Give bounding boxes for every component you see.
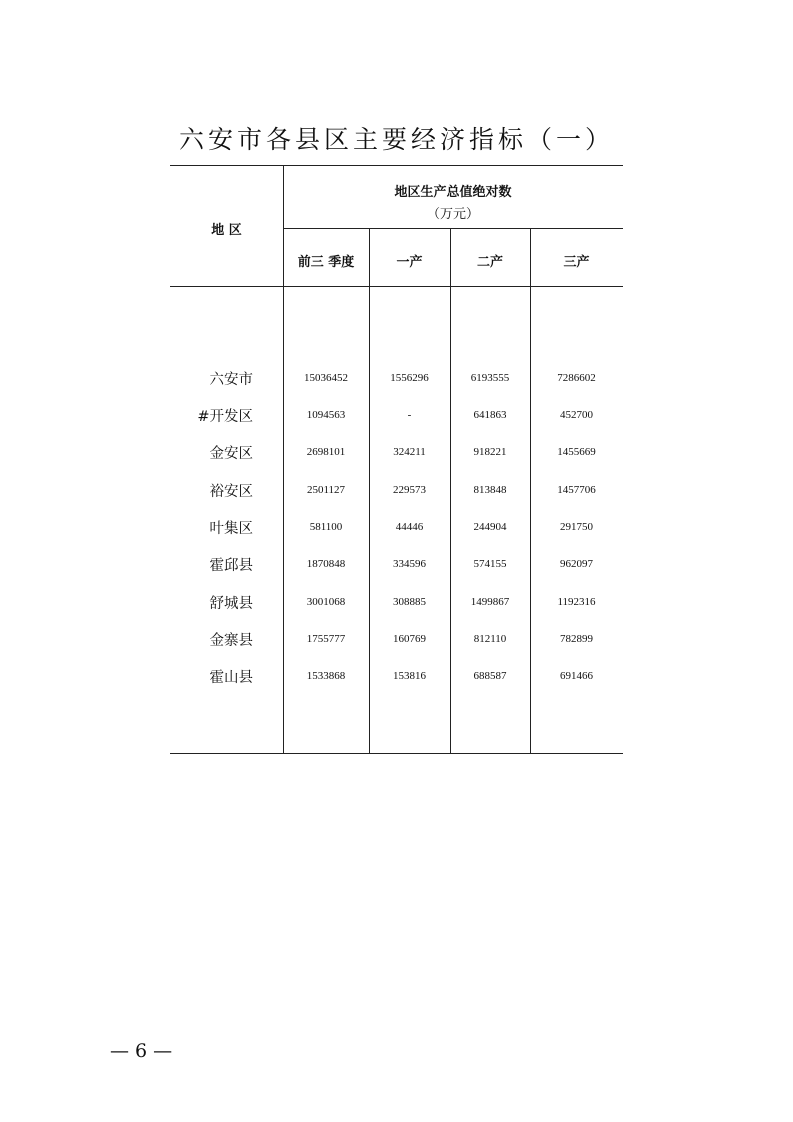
row-region: 霍邱县	[209, 558, 253, 574]
row-value-q3: 3001068	[306, 596, 346, 608]
row-value-primary: 324211	[393, 446, 426, 458]
row-value-q3: 2501127	[306, 484, 346, 496]
table-bottom-rule	[170, 753, 623, 754]
row-region: 金安区	[209, 446, 253, 462]
row-value-q3: 1870848	[306, 558, 346, 570]
gdp-unit-header: （万元）	[426, 207, 479, 222]
row-value-primary: 153816	[393, 670, 426, 682]
col-header-primary: 一产	[396, 255, 423, 270]
row-value-primary: 308885	[393, 596, 426, 608]
row-region: #开发区	[197, 409, 253, 425]
row-value-q3: 581100	[309, 521, 343, 533]
page-title: 六安市各县区主要经济指标（一）	[178, 125, 614, 154]
row-value-q3: 1533868	[306, 670, 346, 682]
row-value-tertiary: 291750	[560, 521, 593, 533]
header-bottom-rule	[170, 286, 623, 287]
col-header-secondary: 二产	[476, 255, 503, 270]
table-top-rule	[170, 165, 623, 166]
col-header-q3: 前三 季度	[297, 255, 355, 270]
row-value-q3: 15036452	[304, 372, 348, 384]
row-value-q3: 1094563	[306, 409, 346, 421]
row-region: 叶集区	[209, 521, 253, 537]
row-value-secondary: 1499867	[470, 596, 510, 608]
row-value-secondary: 6193555	[470, 372, 510, 384]
row-value-primary: 1556296	[390, 372, 429, 384]
row-value-tertiary: 1192316	[557, 596, 596, 608]
row-value-secondary: 812110	[473, 633, 507, 645]
row-value-primary: 334596	[393, 558, 426, 570]
row-region: 金寨县	[209, 633, 253, 649]
row-value-tertiary: 691466	[560, 670, 593, 682]
row-value-secondary: 574155	[473, 558, 507, 570]
row-value-tertiary: 452700	[560, 409, 593, 421]
row-value-tertiary: 1455669	[557, 446, 596, 458]
row-value-secondary: 688587	[473, 670, 507, 682]
row-value-secondary: 641863	[473, 409, 507, 421]
row-value-secondary: 918221	[473, 446, 507, 458]
row-value-secondary: 813848	[473, 484, 507, 496]
header-mid-rule	[283, 228, 623, 229]
row-value-tertiary: 782899	[560, 633, 593, 645]
row-value-tertiary: 1457706	[557, 484, 596, 496]
col-header-tertiary: 三产	[563, 255, 590, 270]
row-region: 霍山县	[209, 670, 253, 686]
region-header: 地 区	[211, 223, 242, 238]
row-value-primary: 229573	[393, 484, 426, 496]
row-value-primary: -	[407, 409, 412, 421]
row-value-primary: 160769	[393, 633, 426, 645]
row-value-primary: 44446	[395, 521, 424, 533]
row-value-tertiary: 7286602	[557, 372, 596, 384]
row-region: 裕安区	[209, 484, 253, 500]
row-region: 六安市	[209, 372, 253, 388]
row-value-q3: 1755777	[306, 633, 346, 645]
row-value-q3: 2698101	[306, 446, 346, 458]
row-value-secondary: 244904	[473, 521, 507, 533]
row-region: 舒城县	[209, 596, 253, 612]
gdp-group-header: 地区生产总值绝对数	[394, 185, 512, 200]
page-number: — 6 —	[110, 1040, 173, 1062]
row-value-tertiary: 962097	[560, 558, 593, 570]
